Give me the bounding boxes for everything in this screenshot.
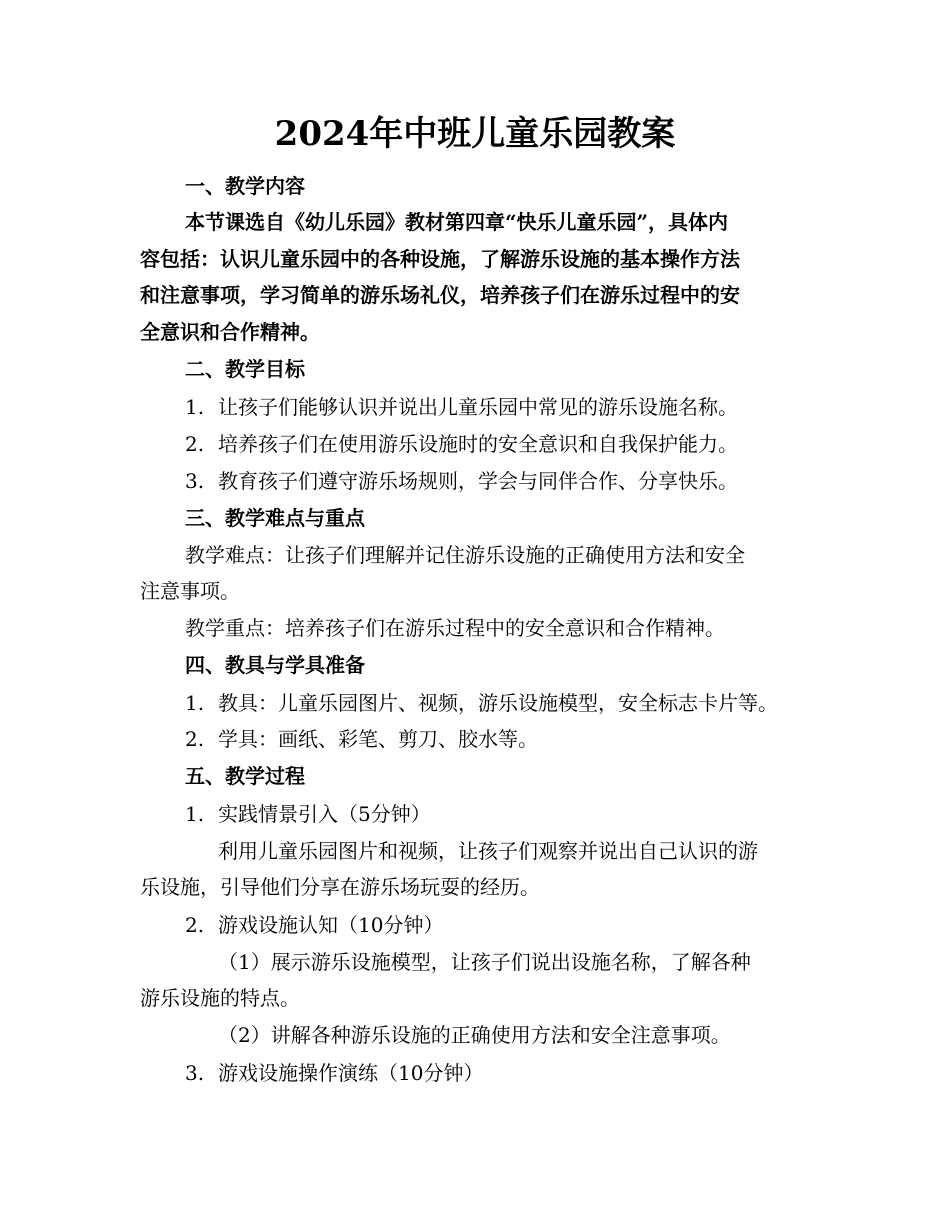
section-heading-content: 一、教学内容 — [185, 174, 305, 198]
list-item — [185, 907, 443, 943]
list-number: 3. — [185, 1061, 205, 1085]
list-number: 1. — [185, 691, 205, 715]
list-number: 1. — [185, 395, 205, 419]
paragraph-line: 游乐设施的特点。 — [140, 986, 300, 1010]
section-heading-process: 五、教学过程 — [185, 764, 305, 788]
content-paragraph-line: 全意识和合作精神。 — [140, 320, 320, 344]
paragraph-line: 利用儿童乐园图片和视频，让孩子们观察并说出自己认识的游 — [218, 839, 758, 863]
content-paragraph-line: 和注意事项，学习简单的游乐场礼仪，培养孩子们在游乐过程中的安 — [140, 283, 740, 307]
list-item — [185, 796, 431, 832]
paragraph-line: 注意事项。 — [140, 579, 240, 603]
paragraph-line: 教学重点：培养孩子们在游乐过程中的安全意识和合作精神。 — [185, 616, 725, 640]
list-number: 3. — [185, 469, 205, 493]
list-text: 让孩子们能够认识并说出儿童乐园中常见的游乐设施名称。 — [218, 395, 738, 419]
list-item — [185, 389, 738, 425]
list-text: 培养孩子们在使用游乐设施时的安全意识和自我保护能力。 — [218, 432, 738, 456]
list-text: 学具：画纸、彩笔、剪刀、胶水等。 — [218, 727, 538, 751]
section-heading-materials: 四、教具与学具准备 — [185, 653, 365, 677]
content-paragraph-line: 容包括：认识儿童乐园中的各种设施，了解游乐设施的基本操作方法 — [140, 247, 740, 271]
list-number: 2. — [185, 727, 205, 751]
list-item — [185, 685, 778, 721]
list-text: 教育孩子们遵守游乐场规则，学会与同伴合作、分享快乐。 — [218, 469, 738, 493]
list-number: 1. — [185, 802, 205, 826]
paragraph-line: （1）展示游乐设施模型，让孩子们说出设施名称，了解各种 — [218, 950, 751, 974]
section-heading-goals: 二、教学目标 — [185, 357, 305, 381]
list-text: 实践情景引入（5分钟） — [218, 802, 431, 826]
list-text: 游戏设施认知（10分钟） — [218, 913, 444, 937]
list-text: 游戏设施操作演练（10分钟） — [218, 1061, 484, 1085]
list-item — [185, 1055, 483, 1091]
paragraph-line: 教学难点：让孩子们理解并记住游乐设施的正确使用方法和安全 — [185, 543, 745, 567]
document-title: 2024年中班儿童乐园教案 — [274, 114, 676, 154]
list-number: 2. — [185, 913, 205, 937]
paragraph-line: （2）讲解各种游乐设施的正确使用方法和安全注意事项。 — [218, 1023, 731, 1047]
list-item — [185, 463, 738, 499]
list-item — [185, 721, 538, 757]
paragraph-line: 乐设施，引导他们分享在游乐场玩耍的经历。 — [140, 875, 540, 899]
list-item — [185, 426, 738, 462]
list-number: 2. — [185, 432, 205, 456]
section-heading-difficulty: 三、教学难点与重点 — [185, 506, 365, 530]
list-text: 教具：儿童乐园图片、视频，游乐设施模型，安全标志卡片等。 — [218, 691, 778, 715]
content-paragraph-line: 本节课选自《幼儿乐园》教材第四章“快乐儿童乐园”，具体内 — [185, 210, 729, 234]
